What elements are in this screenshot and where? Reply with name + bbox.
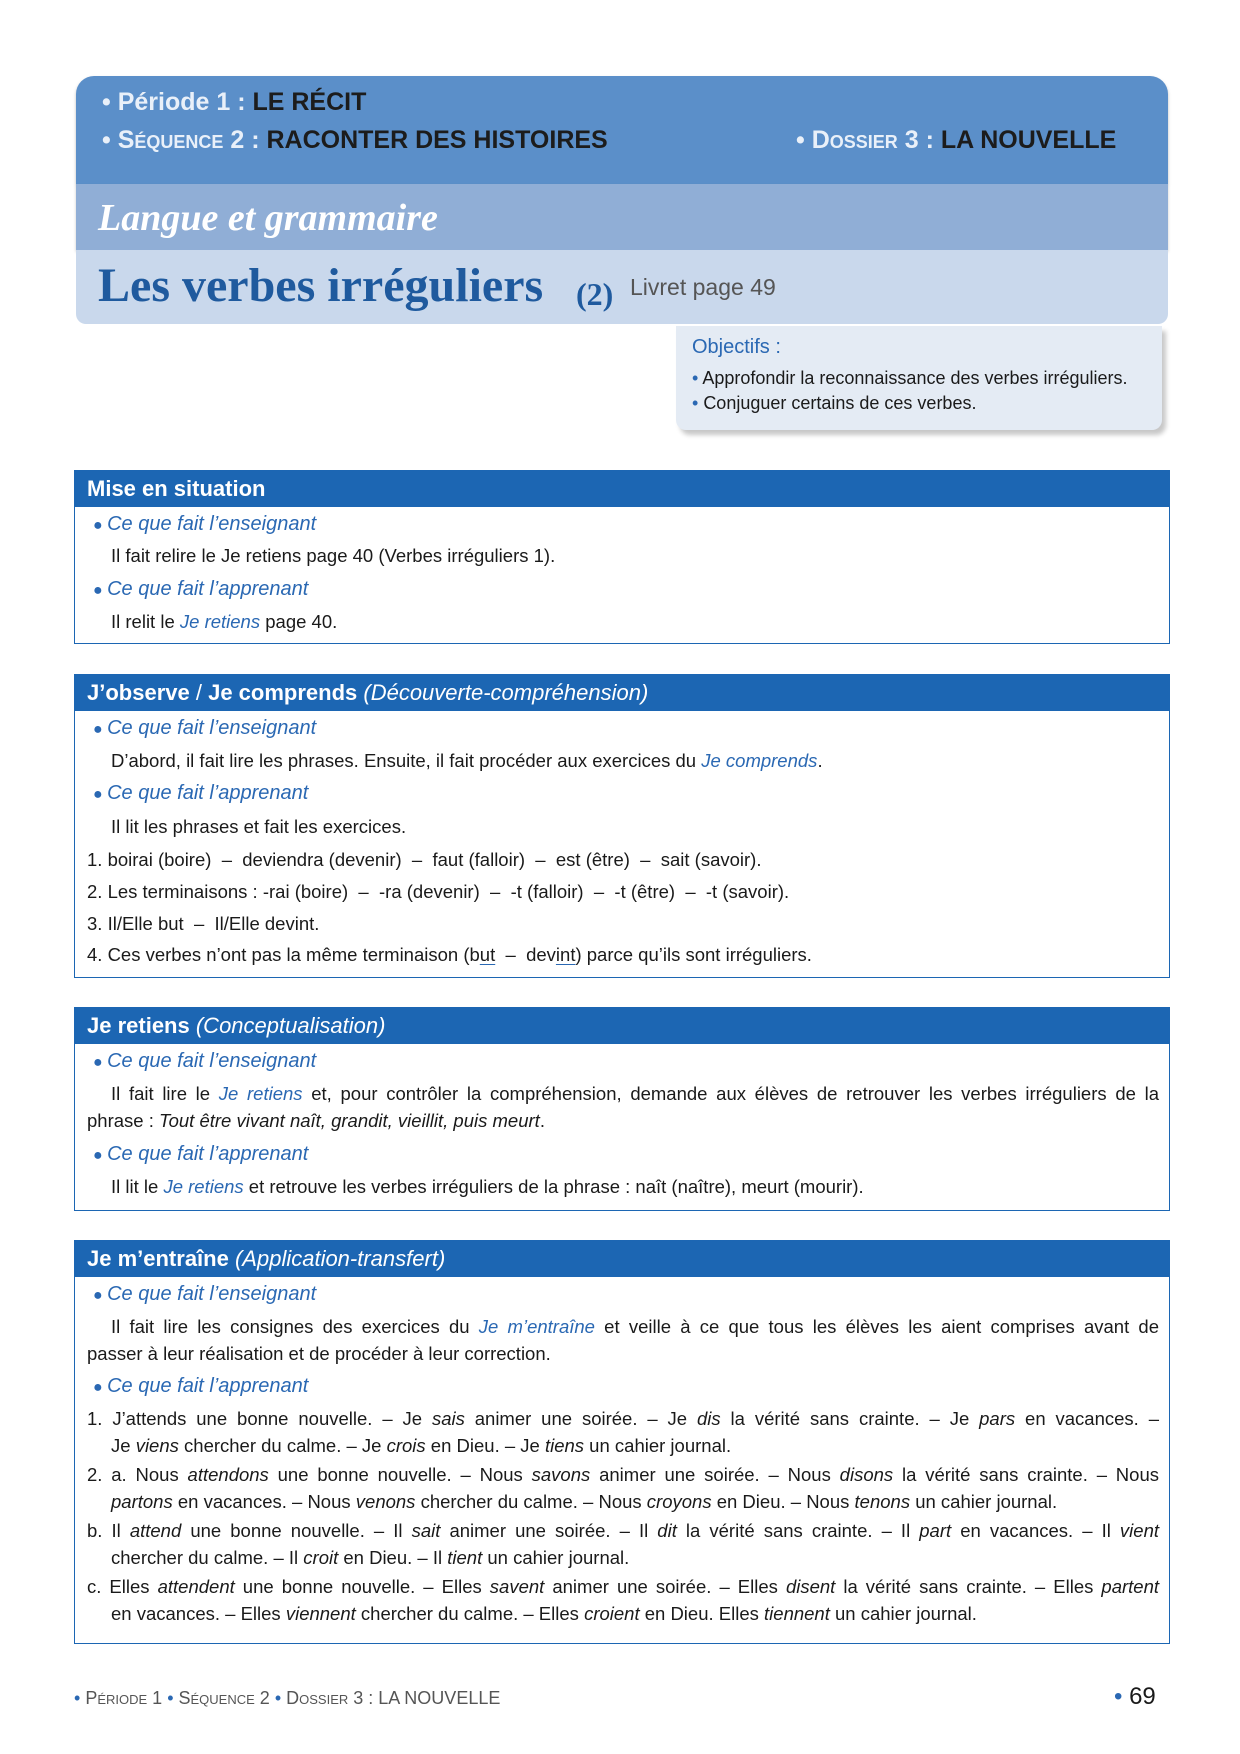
text-line: Il lit le Je retiens et retrouve les verbes irréguliers de la phrase : naît (naître), meurt (mourir). <box>111 1176 864 1197</box>
sequence-value: RACONTER DES HISTOIRES <box>266 126 608 154</box>
role-apprenant: ● Ce que fait l’apprenant <box>93 782 309 804</box>
periode-value: LE RÉCIT <box>252 88 367 116</box>
answer-line: b. Il attend une bonne nouvelle. – Il sait animer une soirée. – Il dit la vérité sans crainte. – Il part en vacances. – Il vient <box>87 1520 1159 1541</box>
subject-title: Langue et grammaire <box>98 197 438 239</box>
role-apprenant: ● Ce que fait l’apprenant <box>93 1375 309 1397</box>
answer-line: en vacances. – Elles viennent chercher du calme. – Elles croient en Dieu. Elles tiennent un cahier journal. <box>111 1603 977 1624</box>
objective-item: • Conjuguer certains de ces verbes. <box>692 393 977 413</box>
role-enseignant: ● Ce que fait l’enseignant <box>93 513 317 535</box>
text-line: Il lit les phrases et fait les exercices. <box>111 816 407 837</box>
subject-band <box>76 184 1168 250</box>
answer-line: chercher du calme. – Il croit en Dieu. – Il tient un cahier journal. <box>111 1547 630 1568</box>
role-apprenant: ● Ce que fait l’apprenant <box>93 1143 309 1165</box>
section-je-retiens <box>74 1007 1170 1211</box>
periode-label: Période 1 : <box>117 88 246 116</box>
answer-line: partons en vacances. – Nous venons chercher du calme. – Nous croyons en Dieu. – Nous tenons un cahier journal. <box>111 1491 1058 1512</box>
livret-reference: Livret page 49 <box>630 274 776 300</box>
role-enseignant: ● Ce que fait l’enseignant <box>93 717 317 739</box>
section-observe-comprends <box>74 674 1170 978</box>
answer-line: 2. Les terminaisons : -rai (boire) – -ra (devenir) – -t (falloir) – -t (être) – -t (savoir). <box>87 881 790 902</box>
sequence-label: Séquence 2 : <box>117 126 260 154</box>
answer-line: 1. boirai (boire) – deviendra (devenir) – faut (falloir) – est (être) – sait (savoir). <box>87 849 762 870</box>
section-je-m-entraine <box>74 1240 1170 1644</box>
dossier-line: • Dossier 3 : LA NOUVELLE <box>796 126 1117 154</box>
section-mise-en-situation <box>74 470 1170 644</box>
text-line: Il fait lire le Je retiens et, pour contrôler la compréhension, demande aux élèves de retrouver les verbes irréguliers de la <box>111 1083 1159 1104</box>
objectives-box <box>676 326 1162 430</box>
text-line: passer à leur réalisation et de procéder à leur correction. <box>87 1343 551 1364</box>
footer-breadcrumb: • Période 1 • Séquence 2 • Dossier 3 : LA NOUVELLE <box>74 1688 501 1708</box>
objectives-title: Objectifs : <box>692 336 781 358</box>
answer-line: 2. a. Nous attendons une bonne nouvelle. – Nous savons animer une soirée. – Nous disons la vérité sans crainte. – Nous <box>87 1464 1159 1485</box>
answer-line: 3. Il/Elle but – Il/Elle devint. <box>87 913 320 934</box>
page-title: Les verbes irréguliers <box>98 259 544 312</box>
answer-line: 4. Ces verbes n’ont pas la même terminaison (but – devint) parce qu’ils sont irréguliers. <box>87 944 812 965</box>
dossier-label: Dossier 3 : <box>811 126 934 154</box>
section-header: Je m’entraîne (Application-transfert) <box>75 1241 1169 1277</box>
text-line: Il relit le Je retiens page 40. <box>111 611 338 632</box>
role-apprenant: ● Ce que fait l’apprenant <box>93 578 309 600</box>
answer-line: Je viens chercher du calme. – Je crois en Dieu. – Je tiens un cahier journal. <box>111 1435 732 1456</box>
answer-line: c. Elles attendent une bonne nouvelle. – Elles savent animer une soirée. – Elles disent la vérité sans crainte. – Elles partent <box>87 1576 1160 1597</box>
objective-item: • Approfondir la reconnaissance des verbes irréguliers. <box>692 368 1128 388</box>
text-line: Il fait lire les consignes des exercices du Je m’entraîne et veille à ce que tous les élèves les aient comprises avant de <box>111 1316 1160 1337</box>
dossier-value: LA NOUVELLE <box>940 126 1117 154</box>
section-title: Mise en situation <box>87 476 266 501</box>
text-line: D’abord, il fait lire les phrases. Ensuite, il fait procéder aux exercices du Je comprends. <box>111 750 823 771</box>
text-line: Il fait relire le Je retiens page 40 (Verbes irréguliers 1). <box>111 545 556 566</box>
page-title-suffix: (2) <box>576 276 614 312</box>
role-enseignant: ● Ce que fait l’enseignant <box>93 1050 317 1072</box>
role-enseignant: ● Ce que fait l’enseignant <box>93 1283 317 1305</box>
sequence-line: • Séquence 2 : RACONTER DES HISTOIRES <box>102 126 608 154</box>
section-header: Je retiens (Conceptualisation) <box>75 1008 1169 1044</box>
periode-line: • Période 1 : LE RÉCIT <box>102 88 367 116</box>
text-line: phrase : Tout être vivant naît, grandit, vieillit, puis meurt. <box>87 1110 545 1131</box>
section-header <box>75 471 1169 507</box>
section-header: J’observe / Je comprends (Découverte-compréhension) <box>75 675 1169 711</box>
page-number: • 69 <box>1114 1683 1156 1710</box>
answer-line: 1. J’attends une bonne nouvelle. – Je sais animer une soirée. – Je dis la vérité sans crainte. – Je pars en vacances. – <box>87 1408 1159 1429</box>
title-band <box>76 250 1168 324</box>
header-band <box>76 76 1168 184</box>
